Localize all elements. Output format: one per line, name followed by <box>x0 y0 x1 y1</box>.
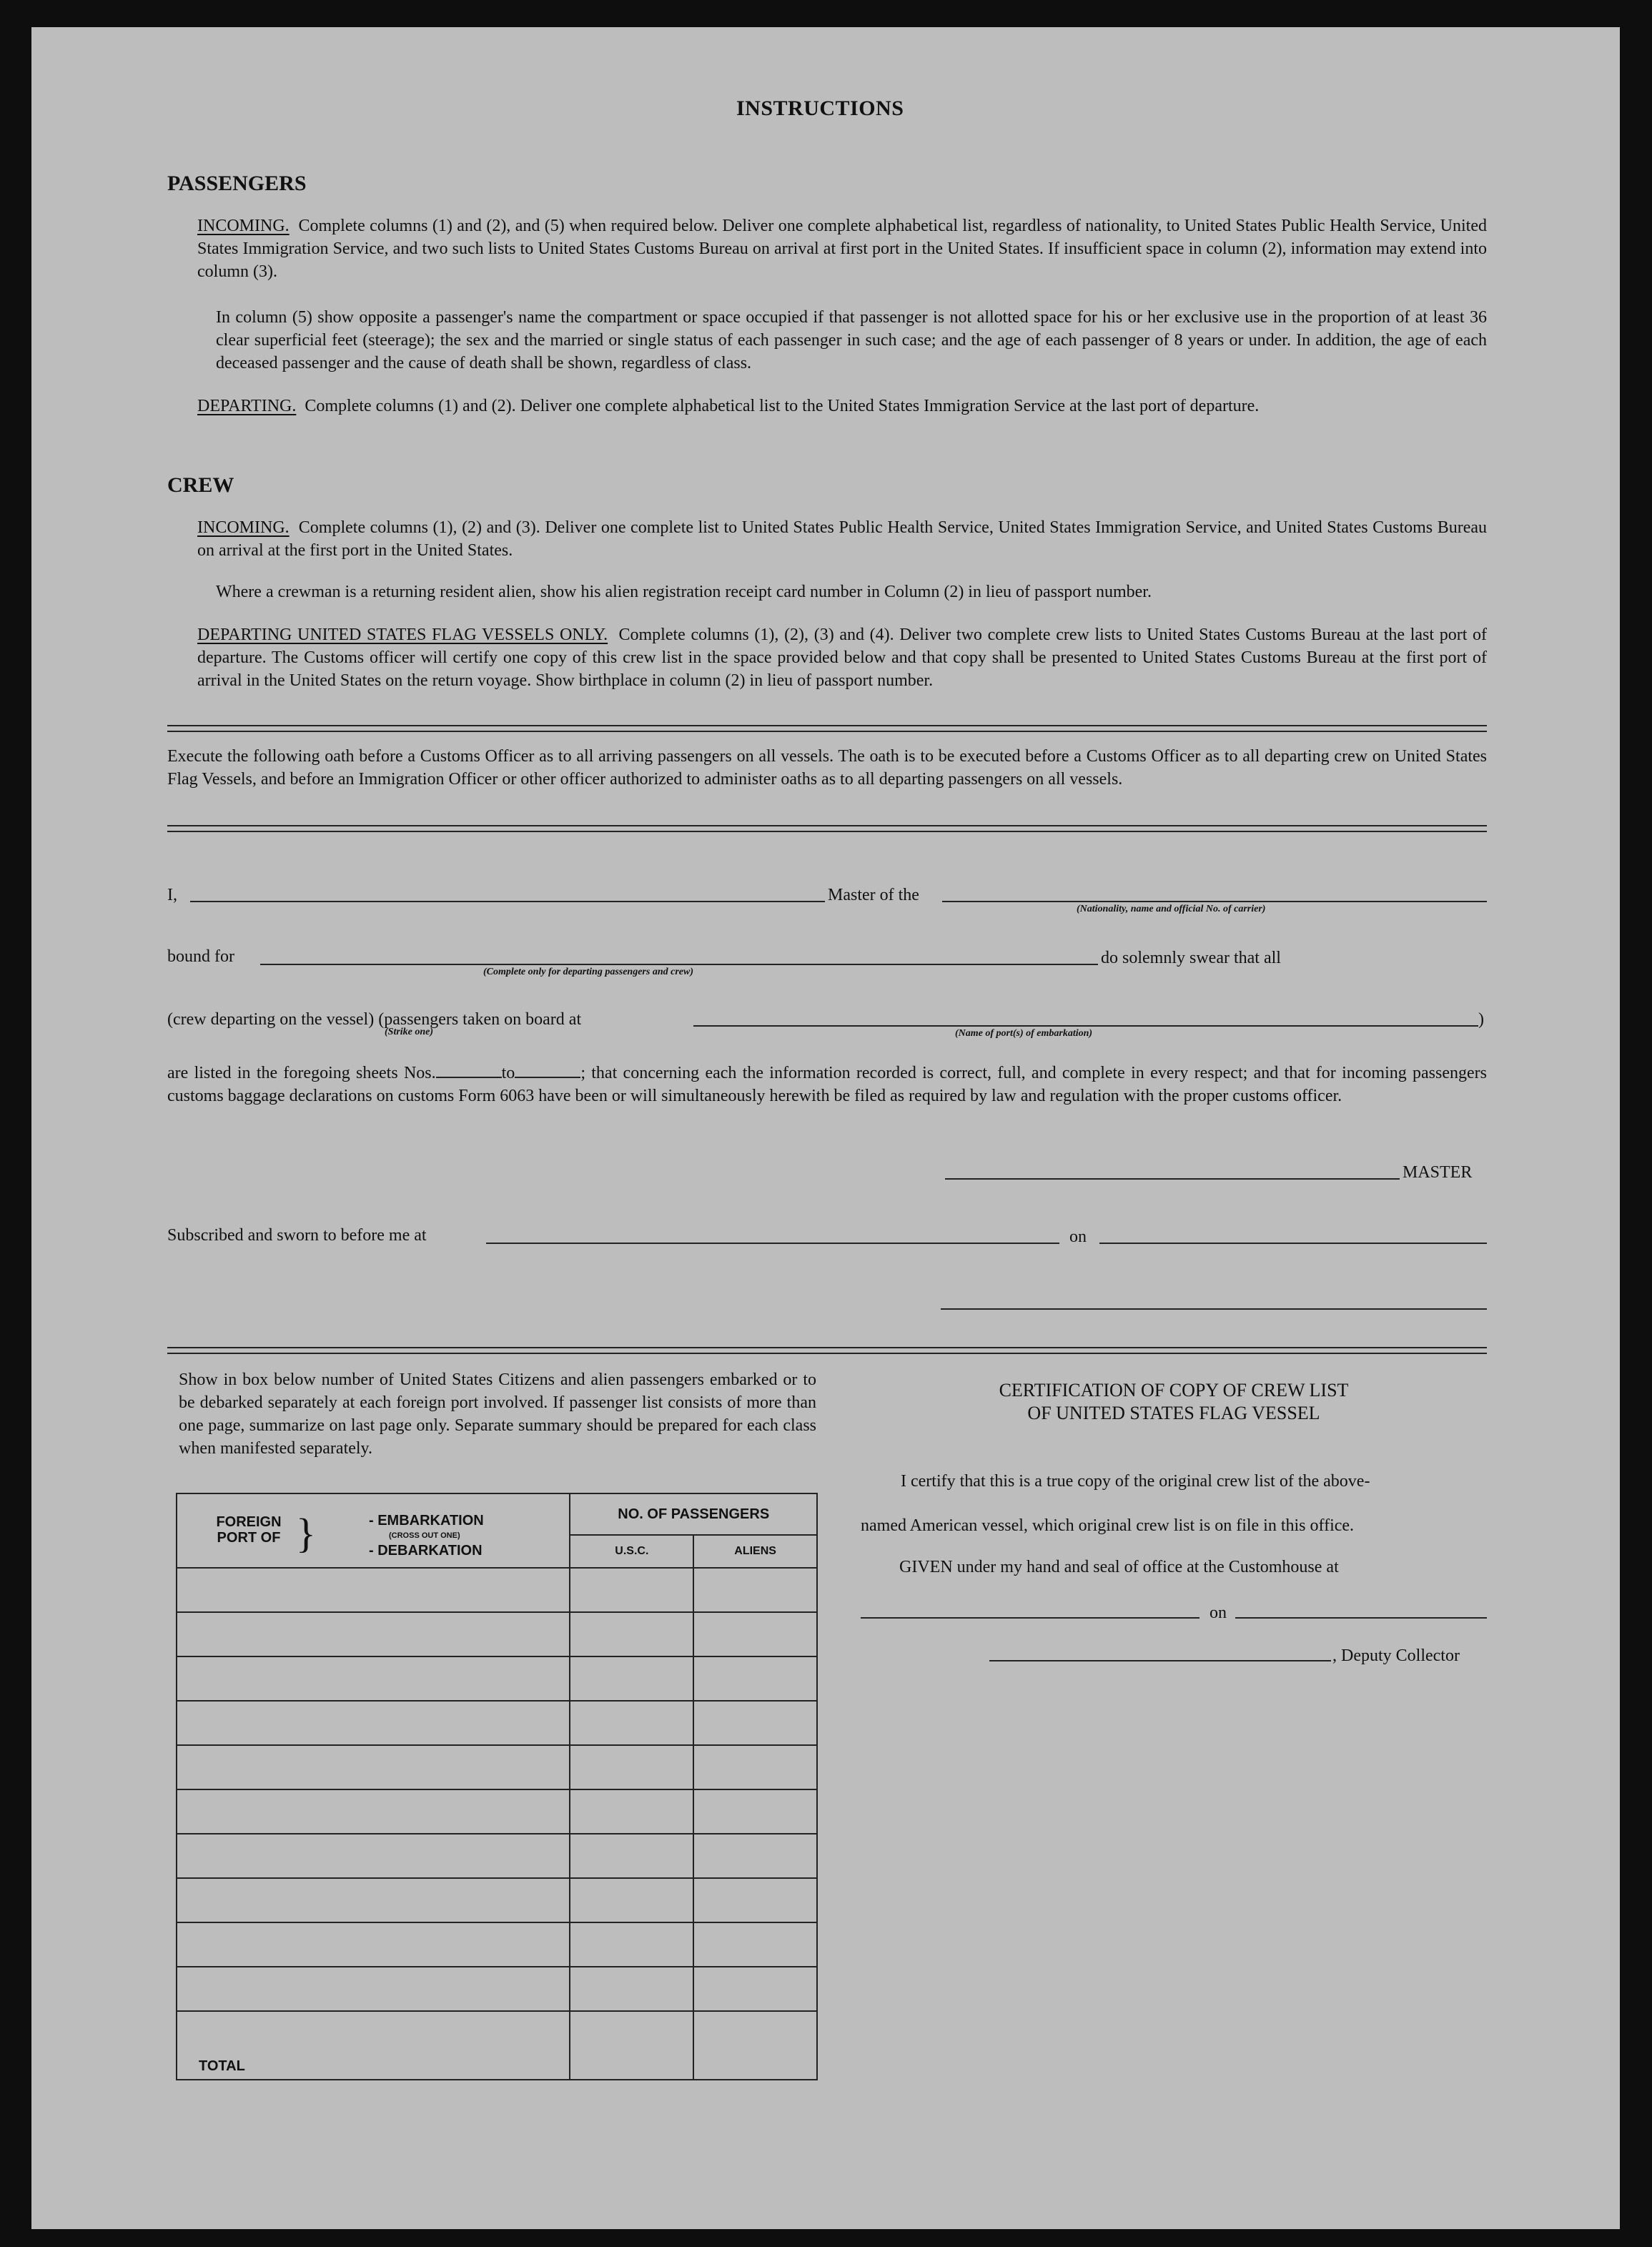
table-row <box>177 1701 817 1745</box>
table-row <box>177 1834 817 1878</box>
sheet-to-line[interactable] <box>515 1061 580 1078</box>
crew-incoming-label: INCOMING. <box>197 518 290 537</box>
passengers-departing <box>197 395 1487 418</box>
crew-departing-label: DEPARTING UNITED STATES FLAG VESSELS ONLY. <box>197 626 608 644</box>
master-label: MASTER <box>1403 1163 1473 1182</box>
certification-date-line[interactable] <box>1235 1617 1487 1619</box>
crew-departing <box>197 623 1487 692</box>
crew-heading: CREW <box>167 473 234 497</box>
passengers-heading: PASSENGERS <box>167 172 307 195</box>
summary-instructions: Show in box below number of United States Citizens and alien passengers embarked or to be debarked separately at each foreign port involved. If passenger list consists of more than one page, summarize on last page only. Separate summary should be prepared for each class when manifested separately. <box>179 1371 816 1458</box>
port-cell[interactable] <box>177 1656 570 1701</box>
usc-cell[interactable] <box>570 1834 693 1878</box>
usc-cell[interactable] <box>570 1568 693 1612</box>
aliens-cell[interactable] <box>693 1656 817 1701</box>
certification-title-1: CERTIFICATION OF COPY OF CREW LIST <box>999 1380 1349 1401</box>
total-label: TOTAL <box>177 2011 570 2080</box>
crew-departing-label: (crew departing on the vessel) (passengers taken on board at <box>167 1010 582 1029</box>
deputy-collector-line[interactable] <box>989 1660 1331 1661</box>
customhouse-line[interactable] <box>861 1617 1200 1619</box>
passengers-incoming-column5: In column (5) show opposite a passenger's name the compartment or space occupied if that passenger is not allotted space for his or her exclusive use in the proportion of at least 36 clear superficial feet (steerage); the sex and the married or single status of each passenger in such case; and the age of each passenger of 8 years or under. In addition, the age of each deceased passenger and the cause of death shall be shown, regardless of class. <box>216 308 1487 372</box>
divider <box>167 1347 1487 1354</box>
table-row <box>177 1922 817 1967</box>
certification-line-2: named American vessel, which original crew list is on file in this office. <box>861 1516 1355 1535</box>
port-cell[interactable] <box>177 1745 570 1789</box>
passengers-incoming-label: INCOMING. <box>197 217 290 235</box>
sworn-at-line[interactable] <box>486 1243 1059 1244</box>
table-row <box>177 1878 817 1922</box>
usc-cell[interactable] <box>570 1878 693 1922</box>
port-cell[interactable] <box>177 1922 570 1967</box>
usc-cell[interactable] <box>570 1967 693 2011</box>
port-column-header <box>177 1493 570 1568</box>
divider <box>167 725 1487 732</box>
divider <box>167 825 1487 832</box>
sworn-date-line[interactable] <box>1099 1243 1487 1244</box>
aliens-cell[interactable] <box>693 1834 817 1878</box>
complete-only-hint: (Complete only for departing passengers and crew) <box>483 967 693 977</box>
aliens-cell[interactable] <box>693 1922 817 1967</box>
aliens-cell[interactable] <box>693 1789 817 1834</box>
deputy-collector-label: , Deputy Collector <box>1332 1646 1460 1665</box>
bound-for-label: bound for <box>167 947 234 966</box>
listed-text-c: that for incoming passengers customs baggage declarations on customs Form 6063 have been or will simultaneously herewith be filed as required by law and regulation with the proper customs officer. <box>167 1064 1487 1105</box>
crew-resident-alien: Where a crewman is a returning resident alien, show his alien registration receipt card number in Column (2) in lieu of passport number. <box>216 583 1152 601</box>
aliens-cell[interactable] <box>693 1745 817 1789</box>
port-of-embarkation-line[interactable] <box>693 1025 1478 1027</box>
page-title: INSTRUCTIONS <box>736 97 904 120</box>
certification-line-3: GIVEN under my hand and seal of office at the Customhouse at <box>899 1558 1339 1576</box>
oath-i-label: I, <box>167 886 177 904</box>
crew-incoming-text: Complete columns (1), (2) and (3). Deliver one complete list to United States Public Health Service, United States Immigration Service, and United States Customs Bureau on arrival at the first port in the United States. <box>197 518 1488 560</box>
oath-instructions: Execute the following oath before a Customs Officer as to all arriving passengers on all vessels. The oath is to be executed before a Customs Officer as to all departing crew on United States Flag Vessels, and before an Immigration Officer or other officer authorized to administer oaths as to all departing passengers on all vessels. <box>167 747 1487 789</box>
port-cell[interactable] <box>177 1834 570 1878</box>
table-header-row <box>177 1493 817 1535</box>
cross-out-one-label: (CROSS OUT ONE) <box>389 1531 460 1540</box>
certification-line-1: I certify that this is a true copy of the original crew list of the above- <box>901 1472 1370 1491</box>
certification-title-2: OF UNITED STATES FLAG VESSEL <box>1027 1403 1320 1423</box>
sheet-from-line[interactable] <box>436 1061 502 1078</box>
table-row <box>177 1745 817 1789</box>
aliens-cell[interactable] <box>693 1568 817 1612</box>
table-row <box>177 1656 817 1701</box>
usc-cell[interactable] <box>570 1701 693 1745</box>
crew-departing-text: Complete columns (1), (2), (3) and (4). Deliver two complete crew lists to United States Customs Bureau at the last port of departure. The Customs officer will certify one copy of this crew list in the space provided below and that copy shall be presented to United States Customs Bureau at the first port of arrival in the United States on the return voyage. Show birthplace in column (2) in lieu of passport number. <box>197 626 1488 690</box>
ports-hint: (Name of port(s) of embarkation) <box>955 1028 1093 1039</box>
passengers-incoming-text: Complete columns (1) and (2), and (5) when required below. Deliver one complete alphabetical list, regardless of nationality, to United States Public Health Service, United States Immigration Service, and two such lists to United States Customs Bureau on arrival at first port in the United States. If insufficient space in column (2), information may extend into column (3). <box>197 217 1488 281</box>
officer-signature-line[interactable] <box>941 1308 1487 1310</box>
passengers-departing-text: Complete columns (1) and (2). Deliver one complete alphabetical list to the United States Immigration Service at the last port of departure. <box>305 397 1260 415</box>
bound-for-line[interactable] <box>260 964 1098 965</box>
usc-cell[interactable] <box>570 1789 693 1834</box>
table-row <box>177 1612 817 1656</box>
table-row <box>177 1967 817 2011</box>
port-cell[interactable] <box>177 1878 570 1922</box>
usc-cell[interactable] <box>570 1612 693 1656</box>
master-signature-line[interactable] <box>945 1178 1400 1180</box>
certification-on-label: on <box>1210 1604 1227 1622</box>
port-cell[interactable] <box>177 1568 570 1612</box>
port-cell[interactable] <box>177 1967 570 2011</box>
subscribed-label: Subscribed and sworn to before me at <box>167 1226 427 1245</box>
embarkation-label: - EMBARKATION <box>369 1513 484 1529</box>
table-row <box>177 1789 817 1834</box>
aliens-column-header: ALIENS <box>693 1535 817 1568</box>
aliens-cell[interactable] <box>693 1967 817 2011</box>
usc-cell[interactable] <box>570 1745 693 1789</box>
usc-cell[interactable] <box>570 1922 693 1967</box>
foreign-port-of-label: FOREIGN PORT OF <box>216 1514 282 1546</box>
listed-text-a: are listed in the foregoing sheets Nos. <box>167 1064 436 1082</box>
crew-incoming <box>197 516 1487 562</box>
master-of-the-label: Master of the <box>828 886 919 904</box>
aliens-cell[interactable] <box>693 1612 817 1656</box>
debarkation-label: - DEBARKATION <box>369 1543 483 1559</box>
master-name-line[interactable] <box>190 901 825 902</box>
sworn-on-label: on <box>1069 1228 1087 1246</box>
listed-to: to <box>501 1064 515 1082</box>
strike-one-hint: (Strike one) <box>385 1027 434 1037</box>
listed-sheets-paragraph <box>167 1061 1487 1107</box>
passengers-departing-label: DEPARTING. <box>197 397 297 415</box>
table-total-row <box>177 2011 817 2080</box>
listed-text-b: ; that concerning each the information recorded is correct, full, and complete in every respect; and <box>580 1064 1279 1082</box>
port-cell[interactable] <box>177 1789 570 1834</box>
port-cell[interactable] <box>177 1612 570 1656</box>
usc-cell[interactable] <box>570 1656 693 1701</box>
table-row <box>177 1568 817 1612</box>
port-cell[interactable] <box>177 1701 570 1745</box>
passengers-incoming <box>197 214 1487 283</box>
aliens-total-cell[interactable] <box>693 2011 817 2080</box>
usc-column-header: U.S.C. <box>570 1535 693 1568</box>
brace-icon: } <box>296 1510 316 1556</box>
swear-label: do solemnly swear that all <box>1101 949 1281 967</box>
usc-total-cell[interactable] <box>570 2011 693 2080</box>
passenger-summary-table <box>176 1493 818 2080</box>
aliens-cell[interactable] <box>693 1878 817 1922</box>
nationality-hint: (Nationality, name and official No. of carrier) <box>1077 904 1266 914</box>
carrier-line[interactable] <box>942 901 1487 902</box>
aliens-cell[interactable] <box>693 1701 817 1745</box>
close-paren: ) <box>1478 1010 1484 1029</box>
passengers-column-header: NO. OF PASSENGERS <box>570 1493 817 1535</box>
